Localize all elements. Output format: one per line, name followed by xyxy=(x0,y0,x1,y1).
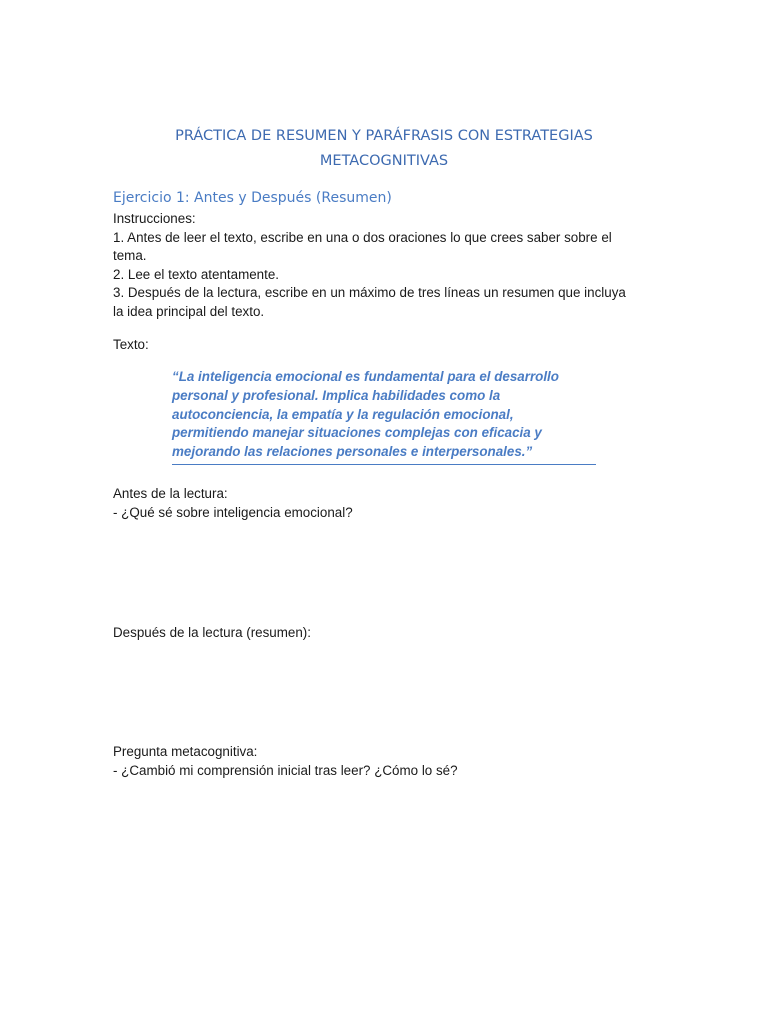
quote-line: mejorando las relaciones personales e interpersonales.” xyxy=(172,444,533,460)
instructions-label: Instrucciones: xyxy=(113,211,196,226)
instruction-step-1-line-2: tema. xyxy=(113,248,147,263)
quoted-passage xyxy=(172,368,596,465)
instructions-block xyxy=(113,210,658,321)
title-line-2: METACOGNITIVAS xyxy=(319,153,449,169)
quote-line: “La inteligencia emocional es fundamental para el desarrollo xyxy=(172,369,559,384)
quote-line: permitiendo manejar situaciones complejas con eficacia y xyxy=(172,425,542,441)
metacognitive-label: Pregunta metacognitiva: xyxy=(113,744,258,759)
metacognitive-block xyxy=(113,743,658,780)
text-label: Texto: xyxy=(113,337,149,352)
instruction-step-3-line-2: la idea principal del texto. xyxy=(113,303,265,319)
before-reading-block xyxy=(113,485,658,522)
after-reading-block xyxy=(113,624,658,643)
after-reading-label: Después de la lectura (resumen): xyxy=(113,625,311,640)
instruction-step-2: 2. Lee el texto atentamente. xyxy=(113,266,280,282)
document-title xyxy=(113,124,655,174)
before-reading-question: - ¿Qué sé sobre inteligencia emocional? xyxy=(113,504,353,520)
before-reading-label: Antes de la lectura: xyxy=(113,486,228,501)
metacognitive-question: - ¿Cambió mi comprensión inicial tras leer? ¿Cómo lo sé? xyxy=(113,762,458,778)
quote-line: autoconciencia, la empatía y la regulación emocional, xyxy=(172,406,514,422)
title-line-1: PRÁCTICA DE RESUMEN Y PARÁFRASIS CON ESTRATEGIAS xyxy=(175,128,593,144)
instruction-step-3-line-1: 3. Después de la lectura, escribe en un máximo de tres líneas un resumen que incluya xyxy=(113,285,626,300)
instruction-step-1-line-1: 1. Antes de leer el texto, escribe en una o dos oraciones lo que crees saber sobre el xyxy=(113,229,612,245)
quote-line: personal y profesional. Implica habilidades como la xyxy=(172,387,501,403)
exercise-heading: Ejercicio 1: Antes y Después (Resumen) xyxy=(113,190,392,206)
